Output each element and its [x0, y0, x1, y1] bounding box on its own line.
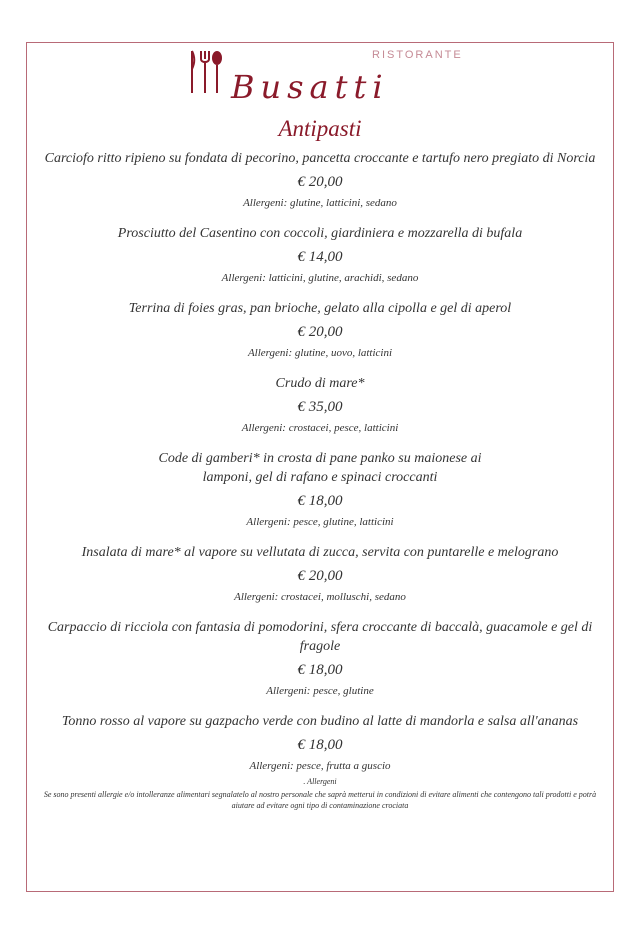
item-allergens: Allergeni: pesce, glutine, latticini — [246, 516, 394, 528]
menu-item — [32, 299, 608, 360]
item-name: Insalata di mare* al vapore su vellutata di zucca, servita con puntarelle e melograno — [81, 545, 559, 560]
item-name: Prosciutto del Casentino con coccoli, giardiniera e mozzarella di bufala — [117, 226, 523, 241]
item-price: € 35,00 — [297, 399, 343, 415]
menu-item — [32, 149, 608, 210]
section-title: Antipasti — [278, 116, 362, 141]
item-name: Carciofo ritto ripieno su fondata di pecorino, pancetta croccante e tartufo nero pregiato di Norcia — [44, 151, 596, 166]
item-price: € 20,00 — [297, 568, 343, 584]
item-price: € 18,00 — [297, 737, 343, 753]
menu-border — [26, 42, 614, 892]
item-allergens: Allergeni: pesce, glutine — [266, 685, 374, 697]
logo-brand: Busatti — [231, 68, 389, 106]
item-name: Carpaccio di ricciola con fantasia di pomodorini, sfera croccante di baccalà, guacamole e gel di fragole — [47, 620, 593, 654]
item-name: Code di gamberi* in crosta di pane panko su maionese ai lamponi, gel di rafano e spinaci croccanti — [158, 451, 482, 485]
item-allergens: Allergeni: glutine, uovo, latticini — [247, 347, 393, 359]
item-name: Crudo di mare* — [275, 376, 365, 391]
item-price: € 20,00 — [297, 174, 343, 190]
menu-item — [32, 543, 608, 604]
menu-item — [32, 618, 608, 698]
item-price: € 14,00 — [297, 249, 343, 265]
item-price: € 18,00 — [297, 662, 343, 678]
item-allergens: Allergeni: crostacei, pesce, latticini — [241, 422, 399, 434]
item-allergens: Allergeni: glutine, latticini, sedano — [243, 197, 397, 209]
footer-heading: . Allergeni — [303, 777, 337, 786]
logo-subtitle: RISTORANTE — [372, 49, 463, 61]
item-allergens: Allergeni: pesce, frutta a guscio — [249, 760, 391, 772]
item-price: € 18,00 — [297, 493, 343, 509]
footer-note: Se sono presenti allergie e/o intolleranze alimentari segnalatelo al nostro personale che saprà metterui in condizioni di evitare alimenti che contengono tali prodotti e potrà aiutare ad evitare ogni tipo di contaminazione crociata — [43, 790, 597, 810]
item-allergens: Allergeni: latticini, glutine, arachidi, sedano — [221, 272, 419, 284]
item-allergens: Allergeni: crostacei, molluschi, sedano — [234, 591, 406, 603]
menu-item — [32, 712, 608, 773]
item-name: Tonno rosso al vapore su gazpacho verde con budino al latte di mandorla e salsa all'ananas — [61, 714, 579, 729]
menu-item — [32, 224, 608, 285]
menu-item — [32, 374, 608, 435]
item-price: € 20,00 — [297, 324, 343, 340]
item-name: Terrina di foies gras, pan brioche, gelato alla cipolla e gel di aperol — [128, 301, 512, 316]
logo — [27, 43, 613, 115]
menu-item — [140, 449, 500, 529]
cutlery-icon — [188, 49, 224, 95]
